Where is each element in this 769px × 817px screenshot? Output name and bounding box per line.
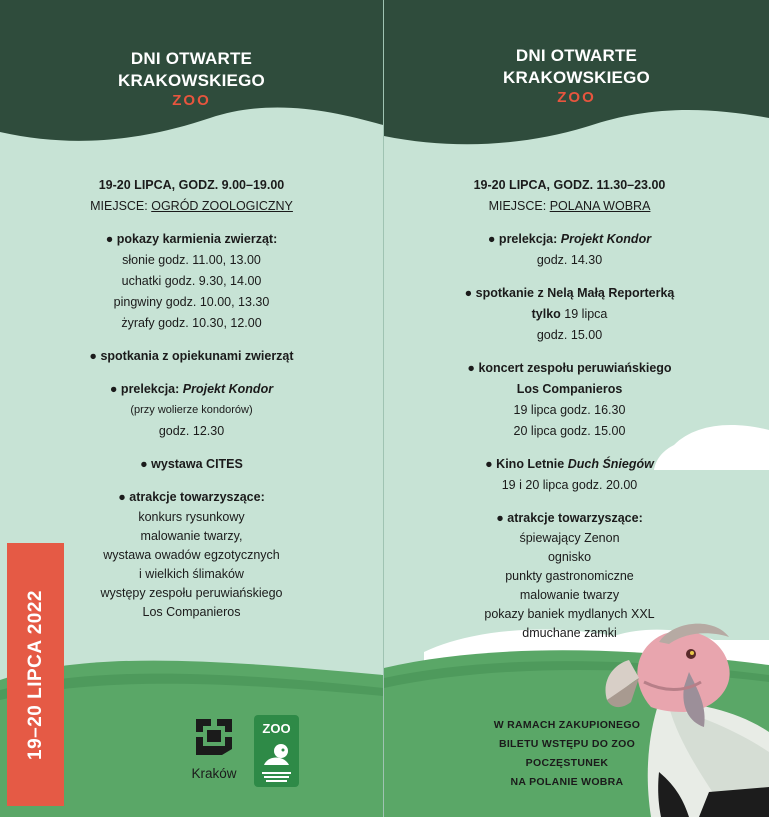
left-header-title: DNI OTWARTE KRAKOWSKIEGO ZOO — [0, 48, 383, 110]
concert-time: 19 lipca godz. 16.30 — [513, 403, 626, 417]
meeting-date: tylko 19 lipca — [531, 307, 608, 321]
attraction-item: ognisko — [547, 550, 592, 564]
concert-time: 20 lipca godz. 15.00 — [513, 424, 626, 438]
krakow-logo — [186, 715, 242, 781]
fold-line — [383, 0, 384, 817]
cinema-time: 19 i 20 lipca godz. 20.00 — [501, 478, 638, 492]
attraction-item: występy zespołu peruwiańskiego — [100, 586, 283, 600]
attraction-item: pokazy baniek mydlanych XXL — [484, 607, 655, 621]
zoo-wordmark: ZOO — [172, 92, 211, 109]
right-panel — [384, 0, 769, 817]
attraction-item: dmuchane zamki — [522, 626, 617, 640]
zoo-logo — [254, 715, 299, 787]
left-place: MIEJSCE: OGRÓD ZOOLOGICZNY — [90, 199, 293, 213]
right-header-title: DNI OTWARTE KRAKOWSKIEGO ZOO — [384, 45, 769, 107]
attraction-item: i wielkich ślimaków — [139, 567, 244, 581]
right-event-details — [384, 175, 769, 643]
feeding-item: żyrafy godz. 10.30, 12.00 — [121, 316, 262, 330]
attraction-item: Los Companieros — [142, 605, 241, 619]
keepers-meeting: ● spotkania z opiekunami zwierząt — [89, 349, 294, 363]
feeding-title: ● pokazy karmienia zwierząt: — [105, 232, 278, 246]
feeding-item: uchatki godz. 9.30, 14.00 — [121, 274, 262, 288]
right-attractions-title: ● atrakcje towarzyszące: — [496, 511, 643, 525]
svg-text:ZOO: ZOO — [262, 721, 291, 736]
meeting-time: godz. 15.00 — [536, 328, 603, 342]
lecture-time: godz. 12.30 — [158, 424, 225, 438]
left-lecture: ● prelekcja: Projekt Kondor — [109, 382, 274, 396]
date-tag: 19–20 LIPCA 2022 — [7, 543, 64, 806]
concert-band: Los Companieros — [516, 382, 623, 396]
feeding-item: pingwiny godz. 10.00, 13.30 — [113, 295, 270, 309]
attraction-item: punkty gastronomiczne — [505, 569, 634, 583]
krakow-emblem-icon — [192, 715, 236, 759]
cinema-title: ● Kino Letnie Duch Śniegów — [485, 457, 654, 471]
attraction-item: wystawa owadów egzotycznych — [103, 548, 280, 562]
attraction-item: malowanie twarzy, — [140, 529, 243, 543]
right-lecture-time: godz. 14.30 — [536, 253, 603, 267]
attraction-item: malowanie twarzy — [519, 588, 620, 602]
zoo-wordmark: ZOO — [557, 89, 596, 106]
krakow-label: Kraków — [191, 766, 237, 781]
left-attractions-title: ● atrakcje towarzyszące: — [118, 490, 265, 504]
condor-illustration — [589, 612, 769, 817]
feeding-item: słonie godz. 11.00, 13.00 — [122, 253, 261, 267]
attraction-item: konkurs rysunkowy — [138, 510, 245, 524]
meeting-title: ● spotkanie z Nelą Małą Reporterką — [464, 286, 675, 300]
lecture-note: (przy wolierze kondorów) — [130, 404, 253, 416]
concert-title: ● koncert zespołu peruwiańskiego — [467, 361, 672, 375]
attraction-item: śpiewający Zenon — [519, 531, 620, 545]
ticket-note: W RAMACH ZAKUPIONEGO BILETU WSTĘPU DO ZOO POCZĘSTUNEK NA POLANIE WOBRA — [493, 719, 641, 788]
right-lecture: ● prelekcja: Projekt Kondor — [487, 232, 652, 246]
right-place: MIEJSCE: POLANA WOBRA — [488, 199, 651, 213]
zoo-emblem-icon — [254, 715, 299, 787]
left-dates: 19-20 LIPCA, GODZ. 9.00–19.00 — [98, 178, 285, 192]
cites-exhibition: ● wystawa CITES — [140, 457, 243, 471]
right-dates: 19-20 LIPCA, GODZ. 11.30–23.00 — [473, 178, 666, 192]
